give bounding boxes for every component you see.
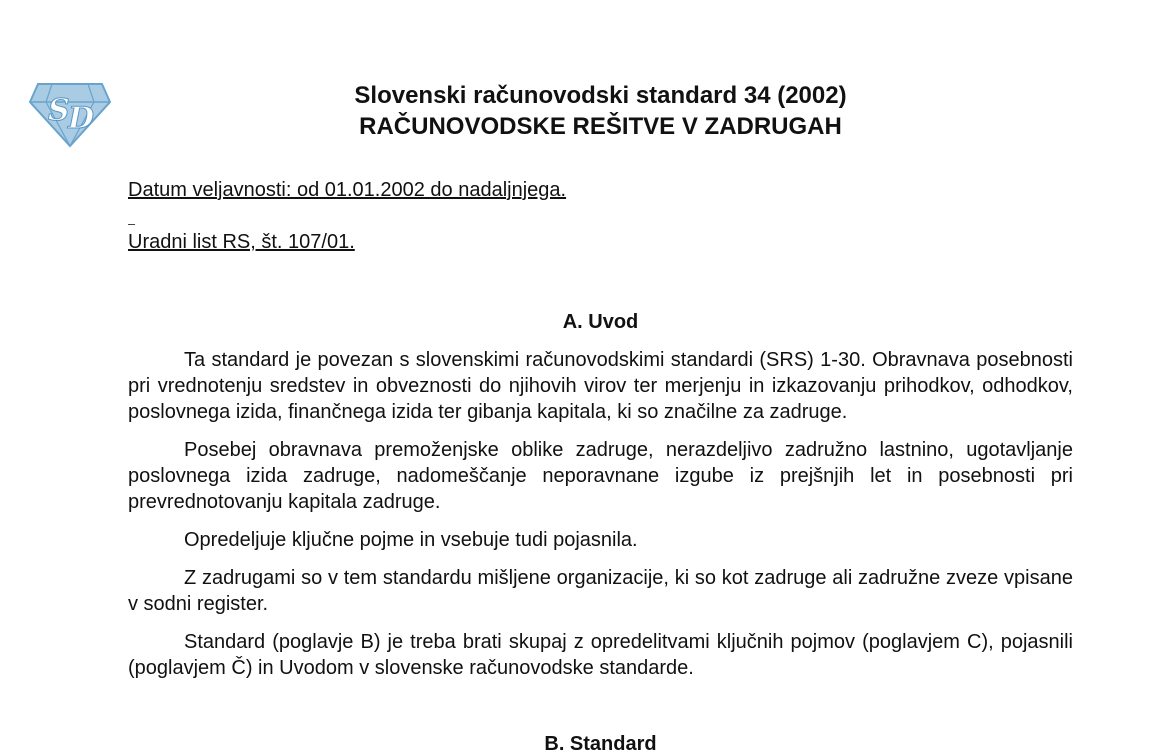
title-line-2: RAČUNOVODSKE REŠITVE V ZADRUGAH: [359, 113, 842, 140]
svg-text:D: D: [68, 101, 95, 136]
official-gazette-reference: Uradni list RS, št. 107/01.: [128, 231, 355, 253]
validity-date: Datum veljavnosti: od 01.01.2002 do nadaljnjega.: [128, 179, 567, 201]
srs-diamond-logo-icon: [28, 76, 112, 150]
paragraph: Posebej obravnava premoženjske oblike zadruge, nerazdeljivo zadružno lastnino, ugotavljanje poslovnega izida zadruge, nadomeščanje neporavnane izgube iz prejšnjih let in posebnosti pri prevrednotovanju kapitala zadruge.: [128, 439, 1073, 513]
divider-tick: [128, 224, 135, 225]
paragraph: Z zadrugami so v tem standardu mišljene organizacije, ki so kot zadruge ali zadružne zveze vpisane v sodni register.: [128, 567, 1073, 615]
section-a-heading: A. Uvod: [562, 311, 639, 333]
title-line-1: Slovenski računovodski standard 34 (2002): [354, 82, 847, 109]
paragraph: Standard (poglavje B) je treba brati skupaj z opredelitvami ključnih pojmov (poglavjem C), pojasnili (poglavjem Č) in Uvodom v slovenske računovodske standarde.: [128, 631, 1073, 679]
section-b-heading: B. Standard: [544, 733, 657, 755]
svg-text:S: S: [48, 93, 70, 128]
paragraph: Opredeljuje ključne pojme in vsebuje tudi pojasnila.: [184, 529, 638, 551]
document-title: [128, 80, 1073, 142]
paragraph: Ta standard je povezan s slovenskimi računovodskimi standardi (SRS) 1-30. Obravnava posebnosti pri vrednotenju sredstev in obveznosti do njihovih virov ter merjenju in izkazovanju prihodkov, odhodkov, poslovnega izida, finančnega izida ter gibanja kapitala, ki so značilne za zadruge.: [128, 349, 1073, 423]
introduction-body: [128, 347, 1073, 693]
